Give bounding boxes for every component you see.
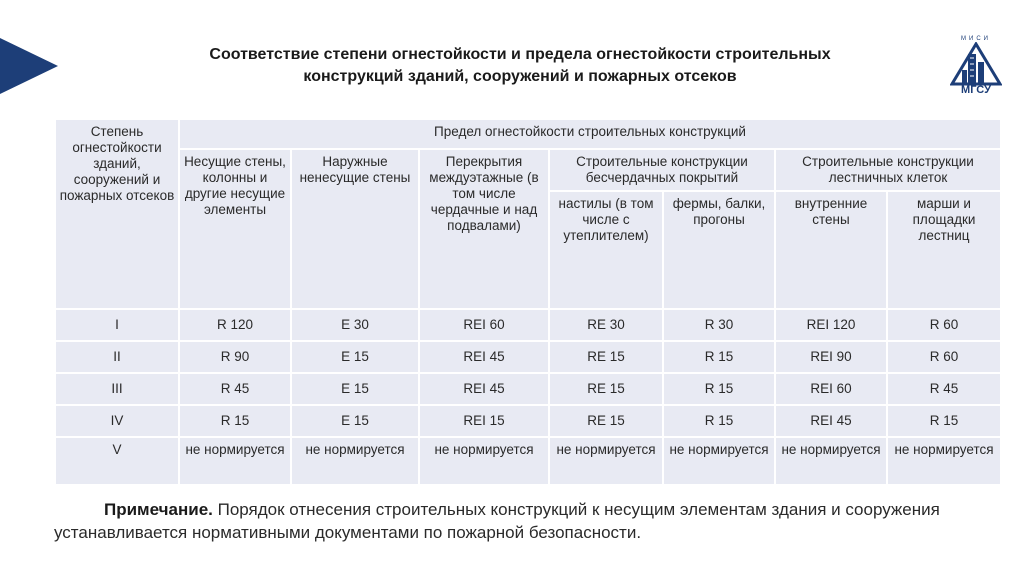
header-decking: настилы (в том числе с утеплителем) [549, 191, 663, 309]
cell-flights: R 60 [887, 309, 1001, 341]
note-label: Примечание. [104, 500, 213, 519]
cell-trusses: R 15 [663, 373, 775, 405]
table-row [55, 309, 1001, 341]
cell-bearing: R 15 [179, 405, 291, 437]
cell-degree: IV [55, 405, 179, 437]
cell-decking: не нормируется [549, 437, 663, 485]
cell-floors: не нормируется [419, 437, 549, 485]
cell-floors: REI 60 [419, 309, 549, 341]
cell-bearing: R 45 [179, 373, 291, 405]
cell-flights: R 60 [887, 341, 1001, 373]
cell-outer-walls: E 30 [291, 309, 419, 341]
cell-outer-walls: E 15 [291, 373, 419, 405]
table-row [55, 373, 1001, 405]
cell-trusses: R 15 [663, 341, 775, 373]
cell-floors: REI 15 [419, 405, 549, 437]
cell-degree: V [55, 437, 179, 485]
logo-name: МГСУ [961, 84, 991, 96]
cell-trusses: R 15 [663, 405, 775, 437]
cell-floors: REI 45 [419, 373, 549, 405]
header-outer-walls: Наружные ненесущие стены [291, 149, 419, 309]
cell-degree: II [55, 341, 179, 373]
slide-title [110, 44, 930, 88]
cell-bearing: не нормируется [179, 437, 291, 485]
header-bearing: Несущие стены, колонны и другие несущие элементы [179, 149, 291, 309]
note-text: Порядок отнесения строительных конструкций к несущим элементам здания и сооружения устанавливается нормативными документами по пожарной безопасности. [54, 500, 940, 542]
cell-decking: RE 15 [549, 405, 663, 437]
decorative-triangle [0, 38, 58, 94]
cell-trusses: не нормируется [663, 437, 775, 485]
cell-flights: R 15 [887, 405, 1001, 437]
cell-inner-walls: REI 90 [775, 341, 887, 373]
cell-bearing: R 120 [179, 309, 291, 341]
header-group-roof: Строительные конструкции бесчердачных покрытий [549, 149, 775, 191]
cell-flights: не нормируется [887, 437, 1001, 485]
cell-outer-walls: не нормируется [291, 437, 419, 485]
header-limit: Предел огнестойкости строительных конструкций [179, 119, 1001, 149]
header-flights: марши и площадки лестниц [887, 191, 1001, 309]
cell-bearing: R 90 [179, 341, 291, 373]
cell-trusses: R 30 [663, 309, 775, 341]
cell-inner-walls: REI 120 [775, 309, 887, 341]
header-trusses: фермы, балки, прогоны [663, 191, 775, 309]
cell-inner-walls: не нормируется [775, 437, 887, 485]
header-floors: Перекрытия междуэтажные (в том числе чердачные и над подвалами) [419, 149, 549, 309]
cell-outer-walls: E 15 [291, 405, 419, 437]
header-inner-walls: внутренние стены [775, 191, 887, 309]
building-logo-icon [950, 42, 1002, 86]
table-row [55, 405, 1001, 437]
title-line-2: конструкций зданий, сооружений и пожарных отсеков [303, 68, 737, 85]
cell-decking: RE 30 [549, 309, 663, 341]
cell-decking: RE 15 [549, 341, 663, 373]
logo-letters: МИСИ [961, 36, 991, 42]
cell-decking: RE 15 [549, 373, 663, 405]
cell-floors: REI 45 [419, 341, 549, 373]
cell-inner-walls: REI 45 [775, 405, 887, 437]
fire-resistance-table [54, 118, 1002, 486]
cell-flights: R 45 [887, 373, 1001, 405]
table-row [55, 437, 1001, 485]
header-degree: Степень огнестойкости зданий, сооружений и пожарных отсеков [55, 119, 179, 309]
mgsu-logo [950, 36, 1002, 98]
header-group-stairs: Строительные конструкции лестничных клеток [775, 149, 1001, 191]
cell-outer-walls: E 15 [291, 341, 419, 373]
table-row [55, 341, 1001, 373]
title-line-1: Соответствие степени огнестойкости и предела огнестойкости строительных [209, 46, 831, 63]
cell-degree: I [55, 309, 179, 341]
cell-degree: III [55, 373, 179, 405]
cell-inner-walls: REI 60 [775, 373, 887, 405]
footnote [54, 498, 1000, 544]
